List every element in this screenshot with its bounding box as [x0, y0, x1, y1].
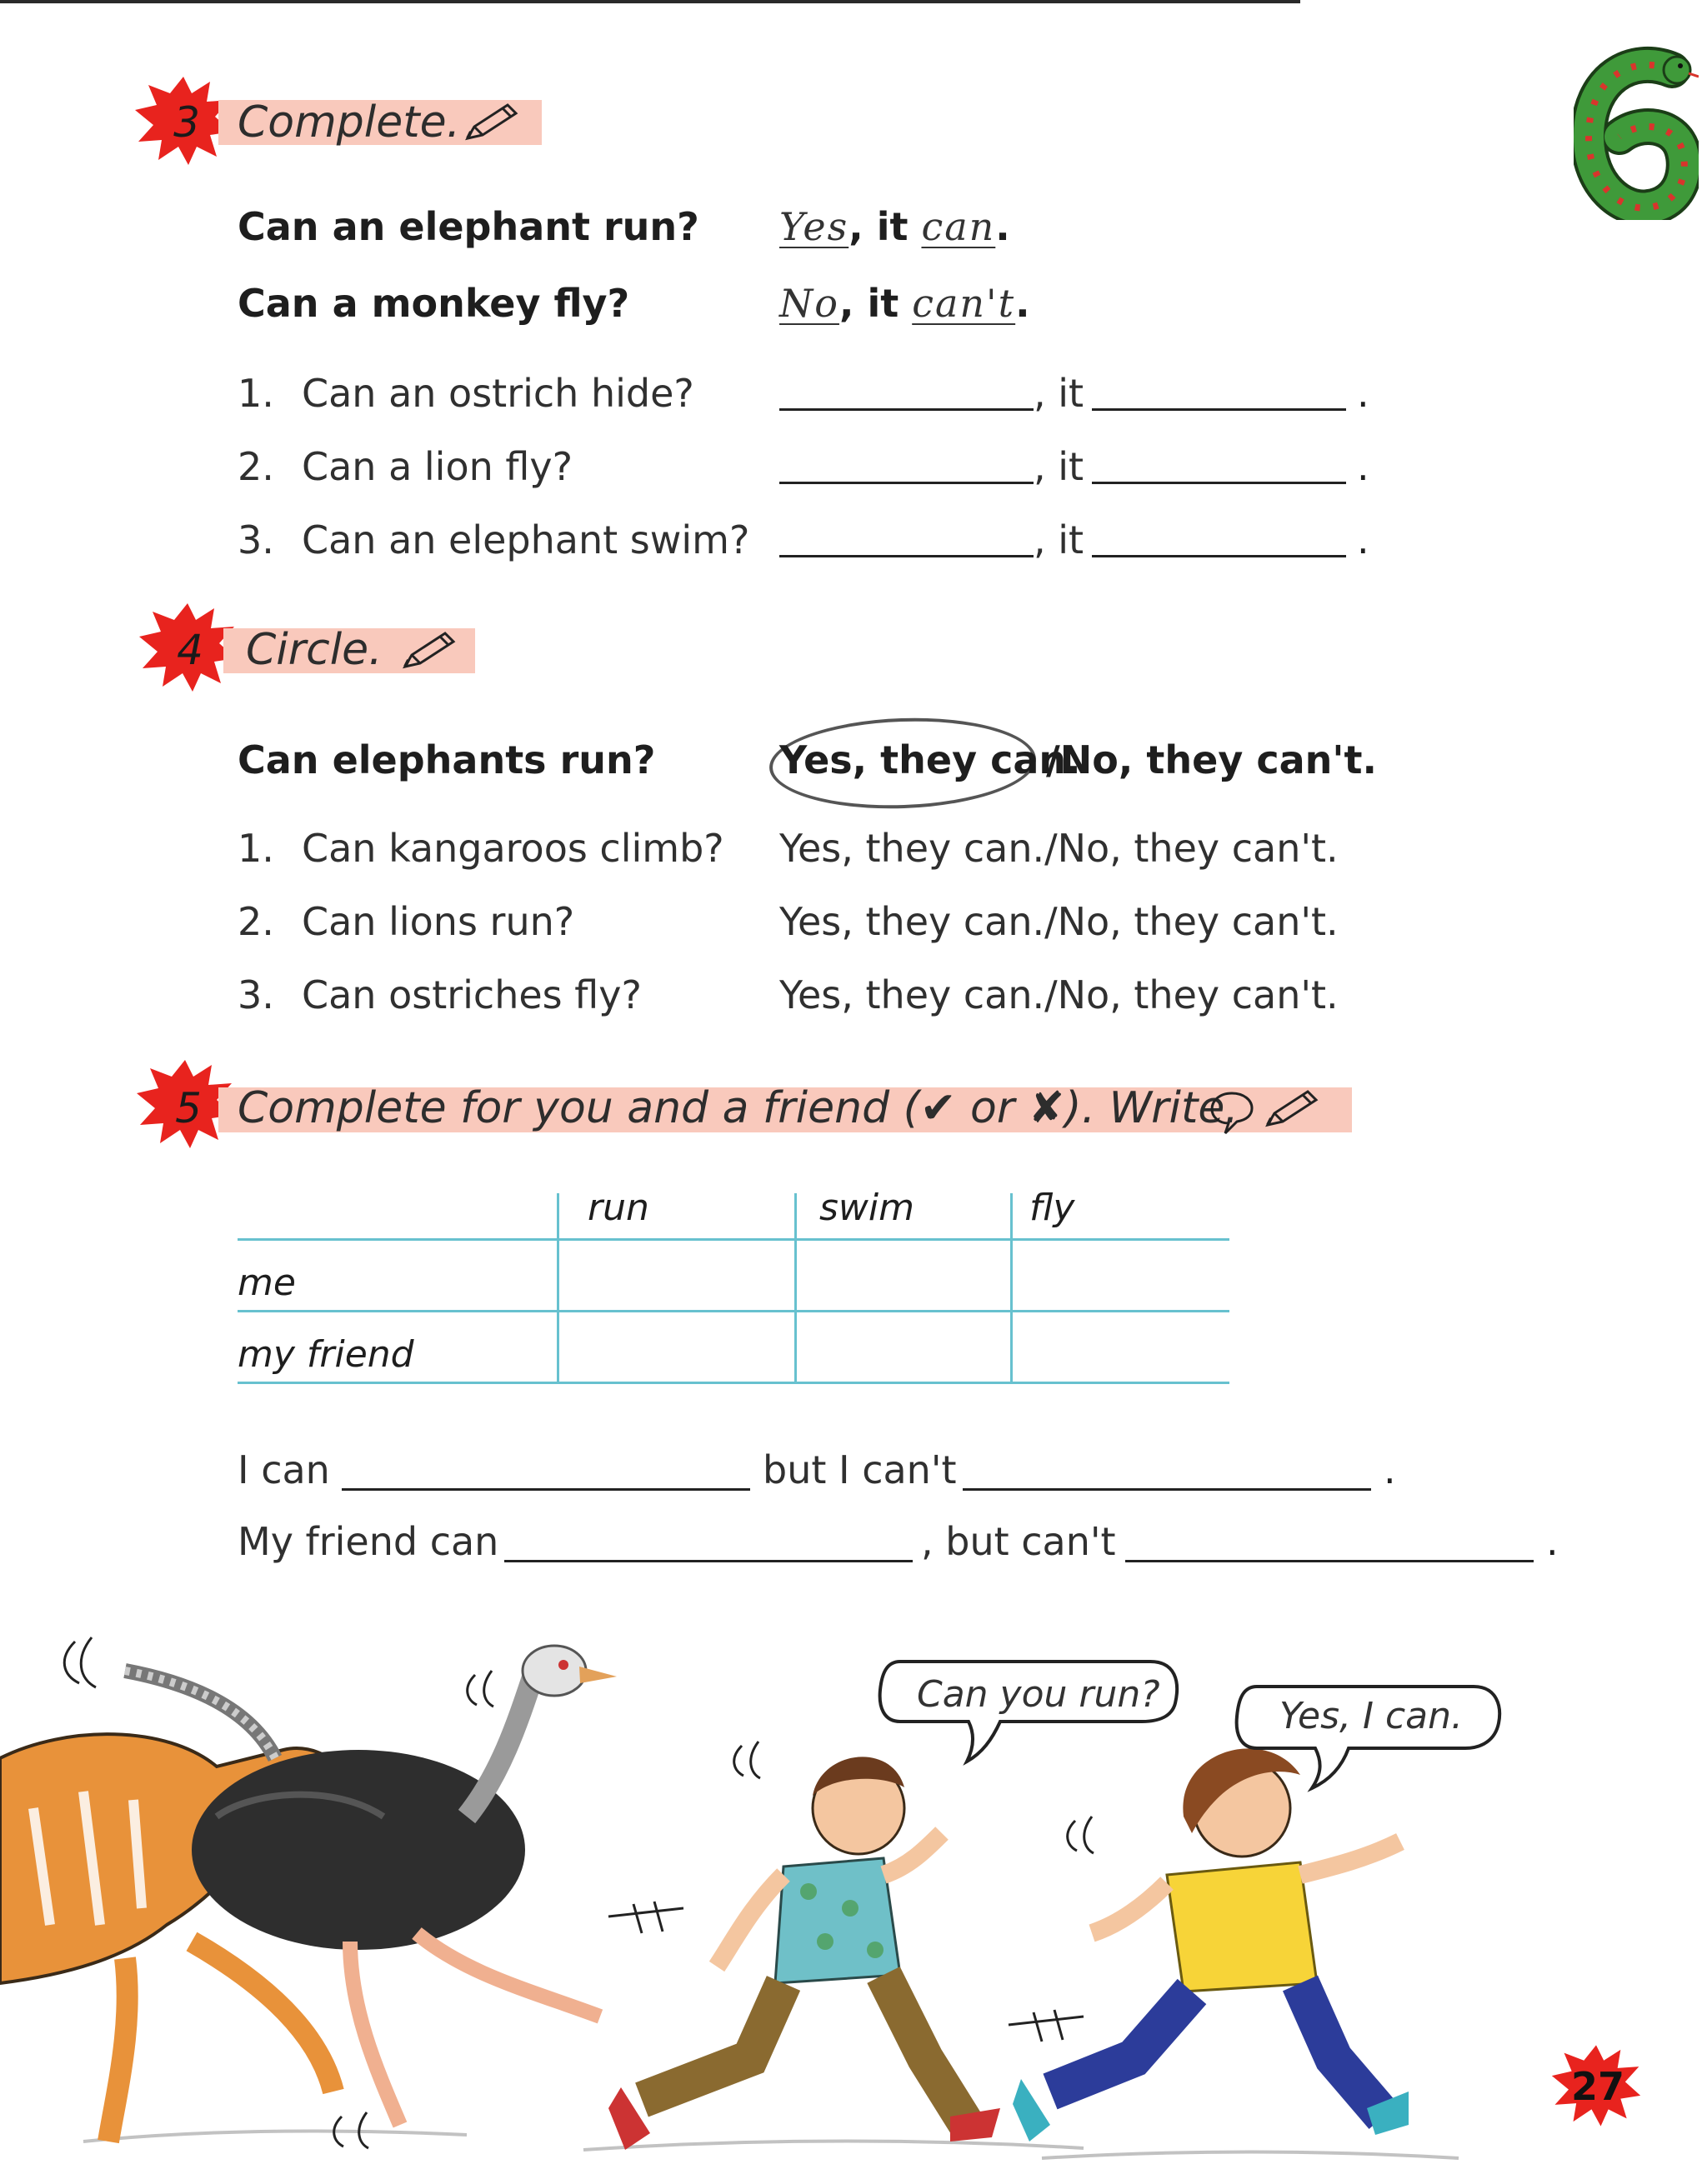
circle-options[interactable]: Yes, they can./No, they can't.	[779, 972, 1339, 1017]
cell-friend-fly[interactable]	[1013, 1313, 1229, 1382]
sentence-2-blank-a[interactable]	[504, 1560, 913, 1562]
girl-icon	[1013, 1748, 1409, 2142]
example-answer-2	[779, 280, 1030, 327]
item-number: 3.	[238, 972, 274, 1017]
answer-blank-2a[interactable]	[779, 482, 1034, 484]
cell-me-run[interactable]	[559, 1242, 794, 1310]
example-answer-verb: can	[921, 204, 996, 249]
item-question: Can a lion fly?	[302, 444, 573, 489]
section-3-title: Complete.	[238, 97, 461, 147]
example-answer-word: Yes	[779, 204, 849, 249]
speech-boy-text: Can you run?	[917, 1673, 1160, 1716]
circle-example-question: Can elephants run?	[238, 737, 656, 782]
answer-blank-1b[interactable]	[1092, 408, 1346, 411]
item-question: Can an ostrich hide?	[302, 371, 694, 416]
table-line-bottom	[238, 1382, 1229, 1384]
circled-answer: Yes, they can.	[779, 737, 1081, 782]
sentence-1-middle: but I can't	[763, 1447, 957, 1492]
item-it: , it	[1034, 517, 1084, 562]
section-4-number: 4	[177, 626, 203, 674]
top-rule	[0, 0, 1300, 3]
item-number: 2.	[238, 444, 274, 489]
item-question: Can ostriches fly?	[302, 972, 642, 1017]
item-number: 1.	[238, 826, 274, 871]
item-number: 1.	[238, 371, 274, 416]
section-4-title: Circle.	[246, 625, 383, 675]
circle-options[interactable]: Yes, they can./No, they can't.	[779, 899, 1339, 944]
answer-blank-3a[interactable]	[779, 555, 1034, 557]
svg-text:6: 6	[1624, 169, 1625, 171]
example-question-2: Can a monkey fly?	[238, 281, 630, 326]
page-number: 27	[1571, 2064, 1625, 2109]
sentence-1-start: I can	[238, 1447, 330, 1492]
cell-friend-run[interactable]	[559, 1313, 794, 1382]
item-end: .	[1357, 517, 1369, 562]
example-answer-it: , it	[848, 204, 922, 249]
item-number: 3.	[238, 517, 274, 562]
section-3-number: 3	[173, 98, 200, 147]
example-answer-it: , it	[838, 281, 913, 326]
example-answer-end: .	[995, 204, 1010, 249]
pencil-icon	[1263, 1088, 1321, 1130]
item-number: 2.	[238, 899, 274, 944]
item-question: Can lions run?	[302, 899, 575, 944]
pencil-icon	[400, 630, 458, 672]
pencil-icon	[463, 102, 521, 143]
example-answer-end: .	[1015, 281, 1030, 326]
sentence-1-blank-b[interactable]	[963, 1488, 1371, 1491]
speak-icon	[1207, 1087, 1257, 1137]
circle-options[interactable]: Yes, they can./No, they can't.	[779, 826, 1339, 871]
answer-blank-3b[interactable]	[1092, 555, 1346, 557]
cell-friend-swim[interactable]	[797, 1313, 1010, 1382]
sentence-1-end: .	[1384, 1447, 1396, 1492]
answer-blank-1a[interactable]	[779, 408, 1034, 411]
item-end: .	[1357, 371, 1369, 416]
sentence-2-blank-b[interactable]	[1125, 1560, 1534, 1562]
column-header-fly: fly	[1029, 1187, 1075, 1229]
other-answer: /No, they can't.	[1046, 737, 1377, 782]
example-answer-verb: can't	[912, 281, 1016, 326]
section-5-number: 5	[175, 1084, 202, 1132]
item-question: Can kangaroos climb?	[302, 826, 724, 871]
table-line-top	[238, 1238, 1229, 1241]
speech-girl-text: Yes, I can.	[1279, 1695, 1463, 1737]
example-answer-word: No	[779, 281, 839, 326]
section-5-title: Complete for you and a friend (✔ or ✘). Write.	[238, 1083, 1239, 1133]
boy-icon	[608, 1757, 1000, 2150]
item-end: .	[1357, 444, 1369, 489]
example-question-1: Can an elephant run?	[238, 204, 699, 249]
answer-blank-2b[interactable]	[1092, 482, 1346, 484]
sentence-2-end: .	[1546, 1519, 1559, 1564]
item-question: Can an elephant swim?	[302, 517, 750, 562]
cell-me-swim[interactable]	[797, 1242, 1010, 1310]
row-label-my-friend: my friend	[238, 1333, 414, 1376]
cell-me-fly[interactable]	[1013, 1242, 1229, 1310]
column-header-swim: swim	[819, 1187, 914, 1229]
table-line-middle	[238, 1310, 1229, 1312]
item-it: , it	[1034, 444, 1084, 489]
ostrich-icon	[192, 1646, 617, 2125]
unit-snake-six-icon	[1574, 45, 1699, 220]
item-it: , it	[1034, 371, 1084, 416]
sentence-2-middle: , but can't	[921, 1519, 1116, 1564]
sentence-2-start: My friend can	[238, 1519, 499, 1564]
row-label-me: me	[238, 1262, 296, 1304]
sentence-1-blank-a[interactable]	[342, 1488, 750, 1491]
example-answer-1	[779, 203, 1010, 250]
column-header-run: run	[588, 1187, 649, 1229]
